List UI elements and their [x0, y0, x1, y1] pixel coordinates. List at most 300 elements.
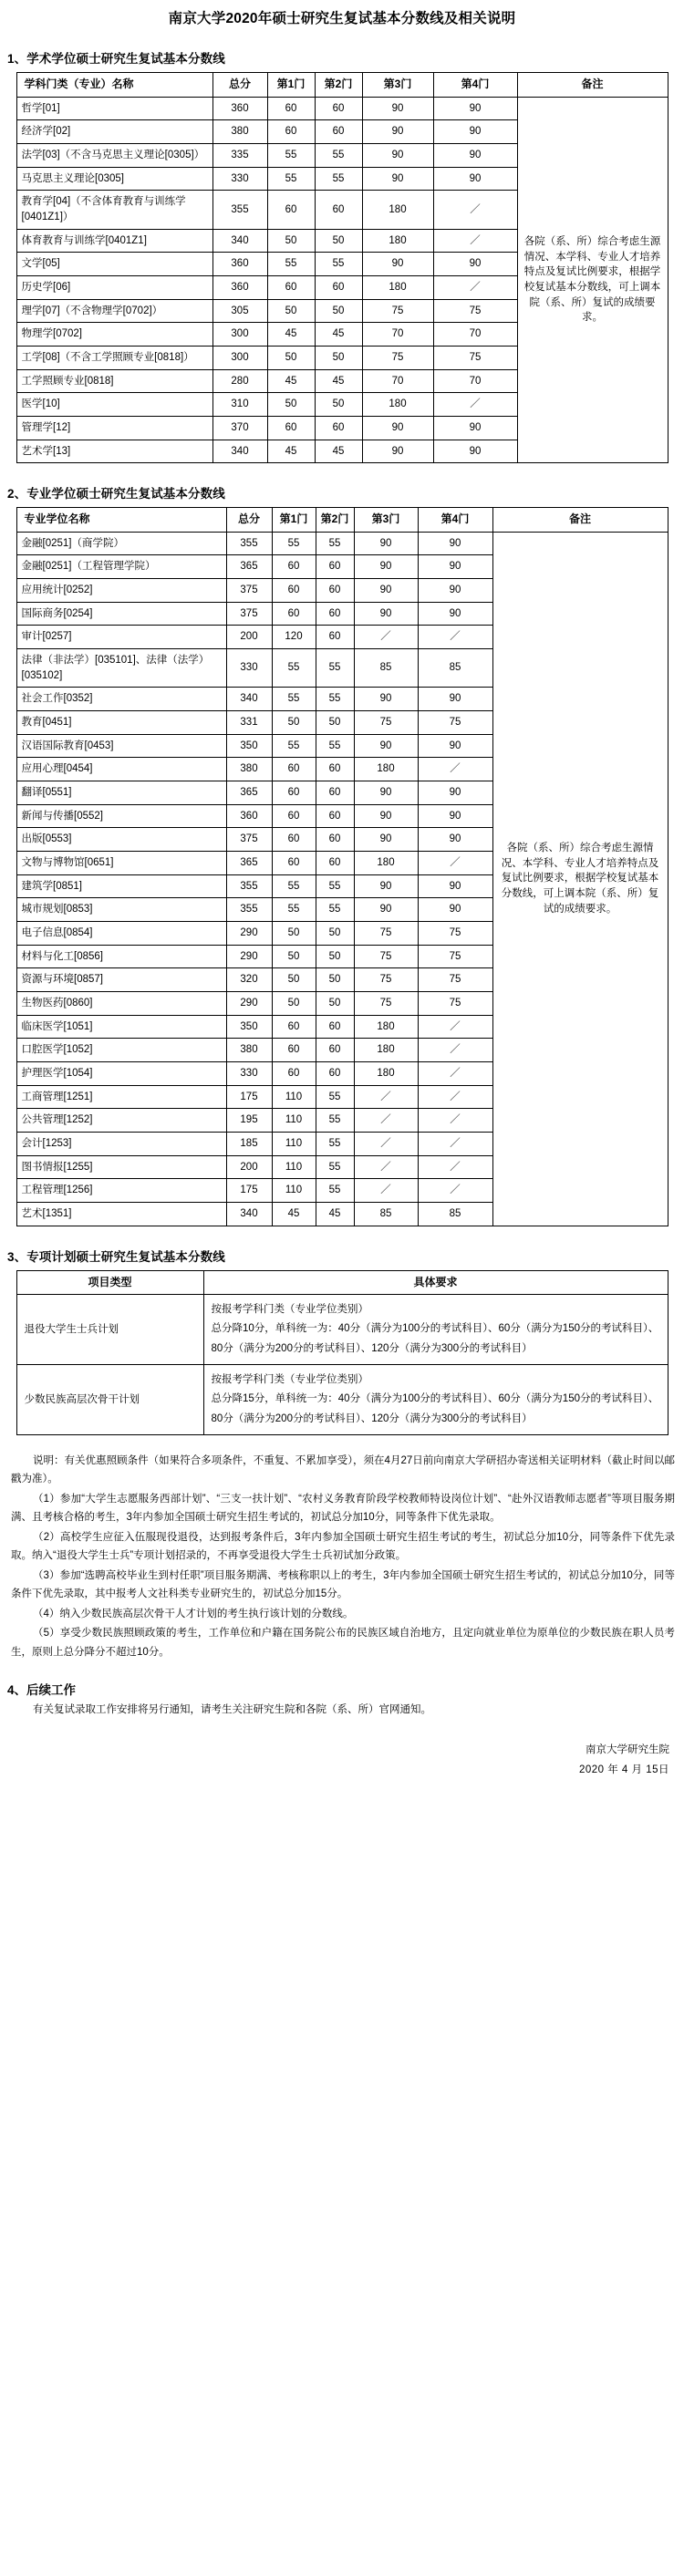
score-cell-s3: 90 — [354, 804, 418, 828]
score-cell-s1: 60 — [272, 602, 316, 626]
score-cell-total: 380 — [226, 1039, 272, 1062]
score-cell-total: 200 — [226, 1155, 272, 1179]
score-cell-total: 360 — [212, 253, 267, 276]
score-cell-s3: 90 — [362, 120, 433, 144]
score-cell-s4: 75 — [433, 346, 517, 369]
program-type-cell: 少数民族高层次骨干计划 — [16, 1365, 203, 1435]
score-cell-s2: 60 — [315, 97, 362, 120]
discipline-name-cell: 管理学[12] — [16, 416, 212, 440]
score-cell-s2: 50 — [316, 968, 354, 992]
score-cell-total: 350 — [226, 734, 272, 758]
score-cell-s4: ／ — [418, 626, 492, 649]
score-cell-s1: 55 — [267, 253, 315, 276]
score-cell-total: 335 — [212, 143, 267, 167]
score-cell-s3: 90 — [354, 532, 418, 555]
professional-degree-score-table — [16, 507, 668, 1226]
discipline-name-cell: 文学[05] — [16, 253, 212, 276]
score-cell-s1: 50 — [267, 229, 315, 253]
discipline-name-cell: 审计[0257] — [16, 626, 226, 649]
score-cell-s1: 60 — [272, 579, 316, 603]
score-cell-s1: 50 — [267, 393, 315, 417]
score-cell-s1: 45 — [267, 440, 315, 463]
score-cell-s1: 50 — [272, 711, 316, 735]
score-cell-s1: 50 — [272, 922, 316, 946]
score-cell-s4: 85 — [418, 1203, 492, 1226]
score-cell-s3: 90 — [354, 898, 418, 922]
signature-block — [0, 1741, 669, 1781]
score-cell-s4: ／ — [418, 1155, 492, 1179]
score-cell-s1: 50 — [267, 299, 315, 323]
score-cell-total: 365 — [226, 555, 272, 579]
score-cell-s2: 55 — [315, 167, 362, 191]
discipline-name-cell: 生物医药[0860] — [16, 992, 226, 1016]
score-cell-s1: 60 — [267, 275, 315, 299]
score-cell-s4: 75 — [418, 945, 492, 968]
score-cell-s3: 75 — [354, 945, 418, 968]
score-cell-total: 305 — [212, 299, 267, 323]
score-cell-total: 350 — [226, 1015, 272, 1039]
col-header-name: 学科门类（专业）名称 — [16, 73, 212, 97]
score-cell-s1: 60 — [272, 758, 316, 781]
score-cell-total: 290 — [226, 922, 272, 946]
col-header-subject-3: 第3门 — [362, 73, 433, 97]
score-cell-s4: ／ — [418, 758, 492, 781]
score-cell-s2: 60 — [316, 828, 354, 852]
score-cell-total: 370 — [212, 416, 267, 440]
discipline-name-cell: 护理医学[1054] — [16, 1062, 226, 1086]
score-cell-s4: 75 — [418, 711, 492, 735]
score-cell-s4: 90 — [433, 416, 517, 440]
score-cell-total: 330 — [212, 167, 267, 191]
score-cell-s2: 50 — [316, 945, 354, 968]
score-cell-s2: 60 — [316, 852, 354, 875]
score-cell-s4: ／ — [433, 191, 517, 229]
discipline-name-cell: 口腔医学[1052] — [16, 1039, 226, 1062]
score-cell-s1: 55 — [272, 688, 316, 711]
score-cell-total: 280 — [212, 369, 267, 393]
discipline-name-cell: 金融[0251]（商学院） — [16, 532, 226, 555]
score-cell-s4: 90 — [418, 734, 492, 758]
score-cell-s2: 60 — [316, 781, 354, 805]
score-cell-s2: 55 — [316, 898, 354, 922]
score-cell-s3: ／ — [354, 1155, 418, 1179]
score-cell-s3: 90 — [354, 602, 418, 626]
score-cell-s2: 55 — [316, 1179, 354, 1203]
col-header-subject-2: 第2门 — [315, 73, 362, 97]
score-cell-s2: 60 — [316, 1039, 354, 1062]
score-cell-s2: 55 — [316, 649, 354, 688]
score-cell-s3: 90 — [362, 97, 433, 120]
score-cell-s4: ／ — [418, 1179, 492, 1203]
score-cell-total: 360 — [226, 804, 272, 828]
score-cell-s1: 60 — [272, 828, 316, 852]
score-cell-s3: 70 — [362, 369, 433, 393]
score-cell-s2: 55 — [316, 688, 354, 711]
score-cell-total: 200 — [226, 626, 272, 649]
remark-cell: 各院（系、所）综合考虑生源情况、本学科、专业人才培养特点及复试比例要求，根据学校复试基本分数线，可上调本院（系、所）复试的成绩要求。 — [517, 97, 668, 463]
notes-intro: 说明：有关优惠照顾条件（如果符合多项条件，不重复、不累加享受），须在4月27日前向南京大学研招办寄送相关证明材料（截止时间以邮戳为准）。 — [11, 1454, 675, 1485]
discipline-name-cell: 社会工作[0352] — [16, 688, 226, 711]
score-cell-s1: 55 — [272, 874, 316, 898]
score-cell-s3: 75 — [354, 922, 418, 946]
score-cell-total: 355 — [212, 191, 267, 229]
score-cell-s2: 50 — [315, 393, 362, 417]
score-cell-total: 365 — [226, 781, 272, 805]
score-cell-s4: 75 — [418, 922, 492, 946]
score-cell-s4: ／ — [418, 1039, 492, 1062]
score-cell-s1: 60 — [267, 416, 315, 440]
score-cell-s4: 70 — [433, 323, 517, 347]
score-cell-s2: 60 — [316, 804, 354, 828]
score-cell-s2: 50 — [316, 711, 354, 735]
score-cell-s3: ／ — [354, 626, 418, 649]
score-cell-s3: 180 — [354, 758, 418, 781]
score-cell-s1: 110 — [272, 1179, 316, 1203]
score-cell-s2: 60 — [316, 579, 354, 603]
program-type-cell: 退役大学生士兵计划 — [16, 1295, 203, 1365]
score-cell-s2: 60 — [316, 602, 354, 626]
discipline-name-cell: 艺术[1351] — [16, 1203, 226, 1226]
signature-date: 2020 年 4 月 15日 — [578, 1764, 669, 1776]
score-cell-s1: 60 — [267, 191, 315, 229]
section-4-heading: 4、后续工作 — [7, 1682, 77, 1697]
score-cell-s3: 75 — [362, 299, 433, 323]
score-cell-total: 340 — [226, 688, 272, 711]
score-cell-s2: 60 — [315, 416, 362, 440]
score-cell-s2: 45 — [315, 440, 362, 463]
score-cell-s4: 90 — [418, 602, 492, 626]
score-cell-s4: ／ — [418, 1015, 492, 1039]
discipline-name-cell: 理学[07]（不含物理学[0702]） — [16, 299, 212, 323]
discipline-name-cell: 临床医学[1051] — [16, 1015, 226, 1039]
section-2-heading: 2、专业学位硕士研究生复试基本分数线 — [7, 487, 225, 502]
score-cell-s2: 50 — [316, 992, 354, 1016]
score-cell-s4: 85 — [418, 649, 492, 688]
score-cell-s1: 60 — [272, 1062, 316, 1086]
score-cell-total: 375 — [226, 828, 272, 852]
score-cell-s3: 85 — [354, 1203, 418, 1226]
score-cell-total: 175 — [226, 1085, 272, 1109]
score-cell-s2: 55 — [316, 1109, 354, 1133]
score-cell-s3: 90 — [362, 143, 433, 167]
discipline-name-cell: 哲学[01] — [16, 97, 212, 120]
score-cell-s2: 60 — [315, 120, 362, 144]
score-cell-s1: 55 — [272, 734, 316, 758]
score-cell-s4: 90 — [418, 804, 492, 828]
score-cell-s4: 90 — [418, 555, 492, 579]
discipline-name-cell: 新闻与传播[0552] — [16, 804, 226, 828]
score-cell-s1: 55 — [272, 649, 316, 688]
score-cell-s4: 90 — [433, 120, 517, 144]
discipline-name-cell: 建筑学[0851] — [16, 874, 226, 898]
score-cell-s4: ／ — [418, 1062, 492, 1086]
score-cell-s4: 90 — [418, 898, 492, 922]
score-cell-s3: 180 — [362, 275, 433, 299]
score-cell-s2: 55 — [316, 532, 354, 555]
score-cell-s3: 70 — [362, 323, 433, 347]
discipline-name-cell: 电子信息[0854] — [16, 922, 226, 946]
score-cell-s4: 90 — [418, 688, 492, 711]
col-header-subject-4: 第4门 — [433, 73, 517, 97]
requirement-cell: 按报考学科门类（专业学位类别） 总分降10分，单科统一为：40分（满分为100分的考试科目）、60分（满分为150分的考试科目）、80分（满分为200分的考试科目）、120分（满分为300分的考试科目） — [203, 1295, 668, 1365]
score-cell-s4: 90 — [418, 781, 492, 805]
score-cell-s2: 55 — [315, 253, 362, 276]
score-cell-total: 175 — [226, 1179, 272, 1203]
discipline-name-cell: 马克思主义理论[0305] — [16, 167, 212, 191]
score-cell-total: 355 — [226, 874, 272, 898]
score-cell-total: 185 — [226, 1133, 272, 1156]
score-cell-s4: ／ — [418, 1109, 492, 1133]
col-header-total: 总分 — [226, 508, 272, 532]
score-cell-s3: 180 — [362, 229, 433, 253]
score-cell-total: 300 — [212, 323, 267, 347]
score-cell-s3: 75 — [354, 968, 418, 992]
score-cell-s2: 50 — [315, 346, 362, 369]
discipline-name-cell: 城市规划[0853] — [16, 898, 226, 922]
score-cell-s3: 90 — [354, 555, 418, 579]
discipline-name-cell: 法律（非法学）[035101]、法律（法学）[035102] — [16, 649, 226, 688]
discipline-name-cell: 金融[0251]（工程管理学院） — [16, 555, 226, 579]
score-cell-s3: 90 — [354, 688, 418, 711]
col-header-subject-2: 第2门 — [316, 508, 354, 532]
score-cell-s2: 60 — [316, 626, 354, 649]
requirement-cell: 按报考学科门类（专业学位类别） 总分降15分，单科统一为：40分（满分为100分的考试科目）、60分（满分为150分的考试科目）、80分（满分为200分的考试科目）、120分（满分为300分的考试科目） — [203, 1365, 668, 1435]
col-header-name: 专业学位名称 — [16, 508, 226, 532]
table-row — [16, 532, 668, 555]
score-cell-s2: 60 — [315, 275, 362, 299]
discipline-name-cell: 工学照顾专业[0818] — [16, 369, 212, 393]
score-cell-s3: ／ — [354, 1109, 418, 1133]
table-header-row — [16, 1270, 668, 1294]
section-4-body: 有关复试录取工作安排将另行通知，请考生关注研究生院和各院（系、所）官网通知。 — [33, 1703, 431, 1715]
discipline-name-cell: 历史学[06] — [16, 275, 212, 299]
score-cell-s1: 55 — [272, 532, 316, 555]
discipline-name-cell: 翻译[0551] — [16, 781, 226, 805]
score-cell-s3: 90 — [362, 440, 433, 463]
score-cell-total: 195 — [226, 1109, 272, 1133]
score-cell-total: 360 — [212, 275, 267, 299]
score-cell-s2: 60 — [316, 1062, 354, 1086]
score-cell-s1: 55 — [267, 143, 315, 167]
score-cell-s2: 60 — [315, 191, 362, 229]
score-cell-total: 340 — [212, 440, 267, 463]
score-cell-s4: 90 — [433, 97, 517, 120]
score-cell-s3: ／ — [354, 1179, 418, 1203]
page-title: 南京大学2020年硕士研究生复试基本分数线及相关说明 — [168, 11, 516, 26]
score-cell-s2: 50 — [316, 922, 354, 946]
score-cell-s4: 90 — [418, 532, 492, 555]
col-header-subject-4: 第4门 — [418, 508, 492, 532]
col-header-program-type: 项目类型 — [16, 1270, 203, 1294]
score-cell-total: 300 — [212, 346, 267, 369]
note-item-3: （3）参加“选聘高校毕业生到村任职”项目服务期满、考核称职以上的考生，3年内参加全国硕士研究生招生考试的，初试总分加10分，同等条件下优先录取，其中报考人文社科类专业研究生的，初试总分加15分。 — [11, 1569, 675, 1600]
score-cell-total: 365 — [226, 852, 272, 875]
score-cell-s4: 75 — [433, 299, 517, 323]
discipline-name-cell: 会计[1253] — [16, 1133, 226, 1156]
score-cell-total: 375 — [226, 602, 272, 626]
score-cell-s3: 90 — [362, 167, 433, 191]
section-1-heading: 1、学术学位硕士研究生复试基本分数线 — [7, 52, 225, 67]
score-cell-s1: 120 — [272, 626, 316, 649]
table-row — [16, 1365, 668, 1435]
discipline-name-cell: 工学[08]（不含工学照顾专业[0818]） — [16, 346, 212, 369]
score-cell-s1: 110 — [272, 1133, 316, 1156]
score-cell-total: 310 — [212, 393, 267, 417]
academic-degree-score-table — [16, 72, 668, 463]
discipline-name-cell: 医学[10] — [16, 393, 212, 417]
score-cell-s3: 180 — [362, 393, 433, 417]
score-cell-s2: 60 — [316, 1015, 354, 1039]
table-row — [16, 1295, 668, 1365]
table-header-row — [16, 508, 668, 532]
score-cell-s3: ／ — [354, 1133, 418, 1156]
score-cell-s2: 55 — [316, 1133, 354, 1156]
score-cell-s1: 45 — [272, 1203, 316, 1226]
score-cell-s1: 110 — [272, 1155, 316, 1179]
discipline-name-cell: 法学[03]（不含马克思主义理论[0305]） — [16, 143, 212, 167]
col-header-remark: 备注 — [517, 73, 668, 97]
score-cell-s3: 180 — [354, 1015, 418, 1039]
score-cell-s2: 55 — [315, 143, 362, 167]
score-cell-s1: 60 — [272, 1015, 316, 1039]
score-cell-s3: 90 — [354, 734, 418, 758]
note-item-1: （1）参加“大学生志愿服务西部计划”、“三支一扶计划”、“农村义务教育阶段学校教师特设岗位计划”、“赴外汉语教师志愿者”等项目服务期满、且考核合格的考生，3年内参加全国硕士研究生招生考试的，初试总分加10分，同等条件下优先录取。 — [11, 1493, 675, 1524]
score-cell-s3: 180 — [354, 852, 418, 875]
note-item-4: （4）纳入少数民族高层次骨干人才计划的考生执行该计划的分数线。 — [33, 1608, 354, 1619]
score-cell-total: 320 — [226, 968, 272, 992]
score-cell-total: 355 — [226, 898, 272, 922]
score-cell-s3: 90 — [362, 253, 433, 276]
score-cell-total: 375 — [226, 579, 272, 603]
score-cell-total: 331 — [226, 711, 272, 735]
score-cell-s4: 75 — [418, 992, 492, 1016]
score-cell-total: 330 — [226, 649, 272, 688]
discipline-name-cell: 体育教育与训练学[0401Z1] — [16, 229, 212, 253]
score-cell-s3: 180 — [362, 191, 433, 229]
score-cell-s2: 50 — [315, 229, 362, 253]
score-cell-s3: 90 — [362, 416, 433, 440]
notes-block — [11, 1452, 675, 1661]
score-cell-s2: 45 — [315, 369, 362, 393]
col-header-subject-1: 第1门 — [267, 73, 315, 97]
score-cell-s1: 45 — [267, 323, 315, 347]
discipline-name-cell: 材料与化工[0856] — [16, 945, 226, 968]
score-cell-total: 340 — [212, 229, 267, 253]
score-cell-s1: 60 — [272, 781, 316, 805]
score-cell-total: 380 — [226, 758, 272, 781]
score-cell-s3: 90 — [354, 579, 418, 603]
note-item-5: （5）享受少数民族照顾政策的考生，工作单位和户籍在国务院公布的民族区域自治地方，且定向就业单位为原单位的少数民族在职人员考生，原则上总分降分不超过10分。 — [11, 1628, 675, 1658]
score-cell-s4: ／ — [433, 393, 517, 417]
score-cell-s2: 45 — [316, 1203, 354, 1226]
discipline-name-cell: 物理学[0702] — [16, 323, 212, 347]
score-cell-s2: 55 — [316, 1155, 354, 1179]
score-cell-s3: 75 — [362, 346, 433, 369]
signature-organization: 南京大学研究生院 — [586, 1744, 669, 1756]
remark-cell: 各院（系、所）综合考虑生源情况、本学科、专业人才培养特点及复试比例要求，根据学校复试基本分数线，可上调本院（系、所）复试的成绩要求。 — [492, 532, 668, 1226]
score-cell-s4: 90 — [418, 579, 492, 603]
score-cell-s4: ／ — [418, 852, 492, 875]
score-cell-s2: 60 — [316, 758, 354, 781]
discipline-name-cell: 工商管理[1251] — [16, 1085, 226, 1109]
discipline-name-cell: 出版[0553] — [16, 828, 226, 852]
score-cell-s4: ／ — [418, 1133, 492, 1156]
score-cell-s4: 90 — [433, 253, 517, 276]
score-cell-total: 330 — [226, 1062, 272, 1086]
discipline-name-cell: 教育学[04]（不含体育教育与训练学[0401Z1]） — [16, 191, 212, 229]
col-header-subject-3: 第3门 — [354, 508, 418, 532]
discipline-name-cell: 图书情报[1255] — [16, 1155, 226, 1179]
special-program-score-table — [16, 1270, 668, 1435]
score-cell-s1: 60 — [272, 804, 316, 828]
score-cell-total: 380 — [212, 120, 267, 144]
score-cell-s4: ／ — [433, 275, 517, 299]
table-header-row — [16, 73, 668, 97]
score-cell-s1: 110 — [272, 1109, 316, 1133]
score-cell-s3: 180 — [354, 1062, 418, 1086]
score-cell-s2: 60 — [316, 555, 354, 579]
discipline-name-cell: 应用统计[0252] — [16, 579, 226, 603]
score-cell-total: 290 — [226, 992, 272, 1016]
score-cell-s1: 50 — [272, 968, 316, 992]
score-cell-s4: 70 — [433, 369, 517, 393]
discipline-name-cell: 文物与博物馆[0651] — [16, 852, 226, 875]
score-cell-s1: 60 — [267, 120, 315, 144]
score-cell-s3: 90 — [354, 874, 418, 898]
note-item-2: （2）高校学生应征入伍服现役退役，达到报考条件后，3年内参加全国硕士研究生招生考试的考生，初试总分加10分，同等条件下优先录取。纳入“退役大学生士兵”专项计划招录的，不再享受退役大学生士兵初试加分政策。 — [11, 1531, 675, 1562]
score-cell-s3: 180 — [354, 1039, 418, 1062]
score-cell-s4: ／ — [433, 229, 517, 253]
score-cell-s4: 90 — [433, 167, 517, 191]
score-cell-s3: 75 — [354, 992, 418, 1016]
score-cell-s3: 85 — [354, 649, 418, 688]
score-cell-s3: ／ — [354, 1085, 418, 1109]
score-cell-s3: 75 — [354, 711, 418, 735]
score-cell-s1: 60 — [272, 852, 316, 875]
score-cell-s1: 60 — [272, 1039, 316, 1062]
score-cell-total: 340 — [226, 1203, 272, 1226]
score-cell-s2: 55 — [316, 1085, 354, 1109]
discipline-name-cell: 经济学[02] — [16, 120, 212, 144]
score-cell-s4: 90 — [418, 874, 492, 898]
score-cell-s4: ／ — [418, 1085, 492, 1109]
score-cell-s1: 45 — [267, 369, 315, 393]
discipline-name-cell: 教育[0451] — [16, 711, 226, 735]
discipline-name-cell: 工程管理[1256] — [16, 1179, 226, 1203]
score-cell-s4: 90 — [418, 828, 492, 852]
discipline-name-cell: 应用心理[0454] — [16, 758, 226, 781]
discipline-name-cell: 国际商务[0254] — [16, 602, 226, 626]
discipline-name-cell: 艺术学[13] — [16, 440, 212, 463]
discipline-name-cell: 汉语国际教育[0453] — [16, 734, 226, 758]
score-cell-s4: 90 — [433, 143, 517, 167]
score-cell-s4: 75 — [418, 968, 492, 992]
score-cell-s1: 55 — [272, 898, 316, 922]
col-header-remark: 备注 — [492, 508, 668, 532]
score-cell-s2: 50 — [315, 299, 362, 323]
score-cell-s1: 50 — [272, 945, 316, 968]
score-cell-s3: 90 — [354, 781, 418, 805]
score-cell-s4: 90 — [433, 440, 517, 463]
score-cell-s1: 60 — [272, 555, 316, 579]
score-cell-s2: 55 — [316, 734, 354, 758]
col-header-requirements: 具体要求 — [203, 1270, 668, 1294]
score-cell-total: 290 — [226, 945, 272, 968]
score-cell-total: 360 — [212, 97, 267, 120]
discipline-name-cell: 资源与环境[0857] — [16, 968, 226, 992]
score-cell-s2: 45 — [315, 323, 362, 347]
score-cell-s2: 55 — [316, 874, 354, 898]
